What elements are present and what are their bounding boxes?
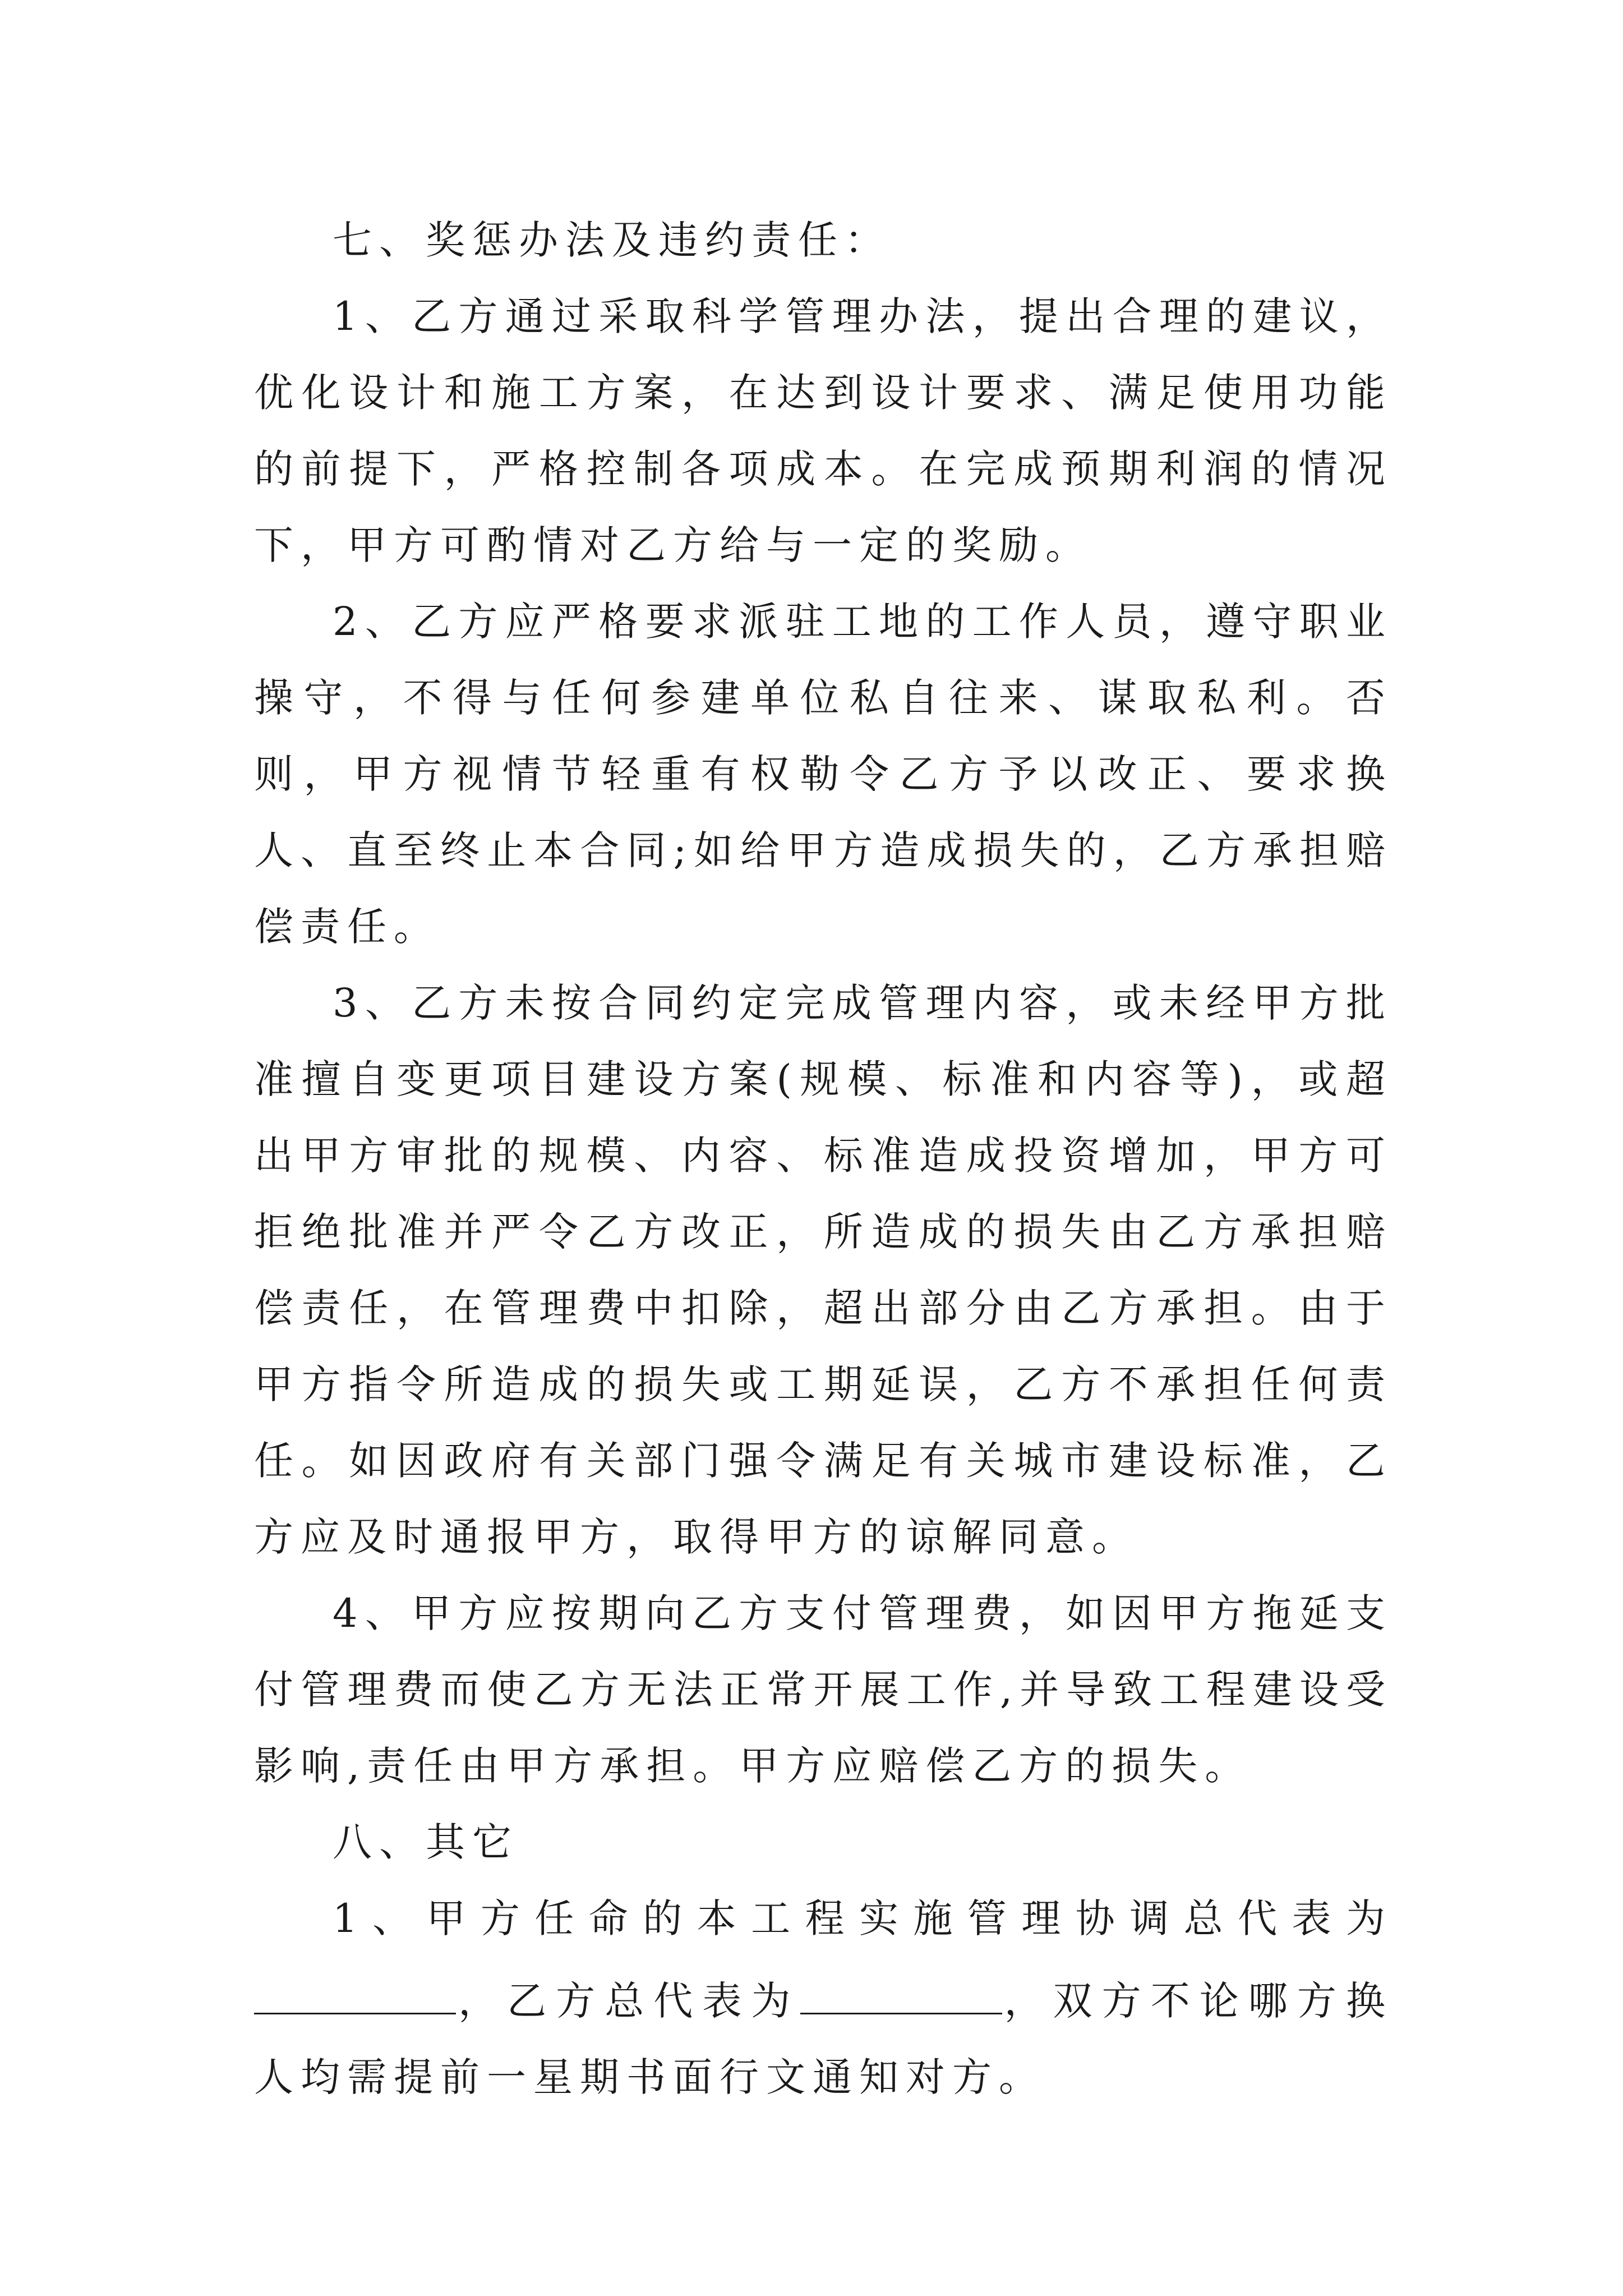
section-8-item-1 bbox=[254, 1880, 1393, 2115]
document-body bbox=[254, 202, 1393, 2115]
chief-representative-party-a-blank bbox=[254, 1957, 456, 2014]
section-7-item-2: 2、乙方应严格要求派驻工地的工作人员，遵守职业操守，不得与任何参建单位私自往来、谋取私利。否则，甲方视情节轻重有权勒令乙方予以改正、要求换人、直至终止本合同;如给甲方造成损失的，乙方承担赔偿责任。 bbox=[254, 599, 1393, 950]
chief-representative-party-b-blank bbox=[800, 1957, 1002, 2014]
section-7-heading: 七、奖惩办法及违约责任： bbox=[333, 217, 891, 263]
section-7-item-1: 1、乙方通过采取科学管理办法，提出合理的建议，优化设计和施工方案，在达到设计要求、满足使用功能的前提下，严格控制各项成本。在完成预期利润的情况下，甲方可酌情对乙方给与一定的奖励。 bbox=[254, 293, 1393, 568]
section-8-item-1-text-b: ，乙方总代表为 bbox=[456, 1978, 800, 2024]
section-7-item-4: 4、甲方应按期向乙方支付管理费，如因甲方拖延支付管理费而使乙方无法正常开展工作,并导致工程建设受影响,责任由甲方承担。甲方应赔偿乙方的损失。 bbox=[254, 1590, 1393, 1789]
section-8-heading: 八、其它 bbox=[333, 1819, 519, 1865]
section-7-item-3: 3、乙方未按合同约定完成管理内容，或未经甲方批准擅自变更项目建设方案(规模、标准和内容等)，或超出甲方审批的规模、内容、标准造成投资增加，甲方可拒绝批准并严令乙方改正，所造成的损失由乙方承担赔偿责任，在管理费中扣除，超出部分由乙方承担。由于甲方指令所造成的损失或工期延误，乙方不承担任何责任。如因政府有关部门强令满足有关城市建设标准，乙方应及时通报甲方，取得甲方的谅解同意。 bbox=[254, 980, 1393, 1560]
section-8-item-1-text-c: ，双方不论哪方换人均需提前一星期书面行文通知对方。 bbox=[254, 1978, 1393, 2100]
section-8-item-1-text-a: 1、甲方任命的本工程实施管理协调总代表为 bbox=[333, 1895, 1393, 1941]
